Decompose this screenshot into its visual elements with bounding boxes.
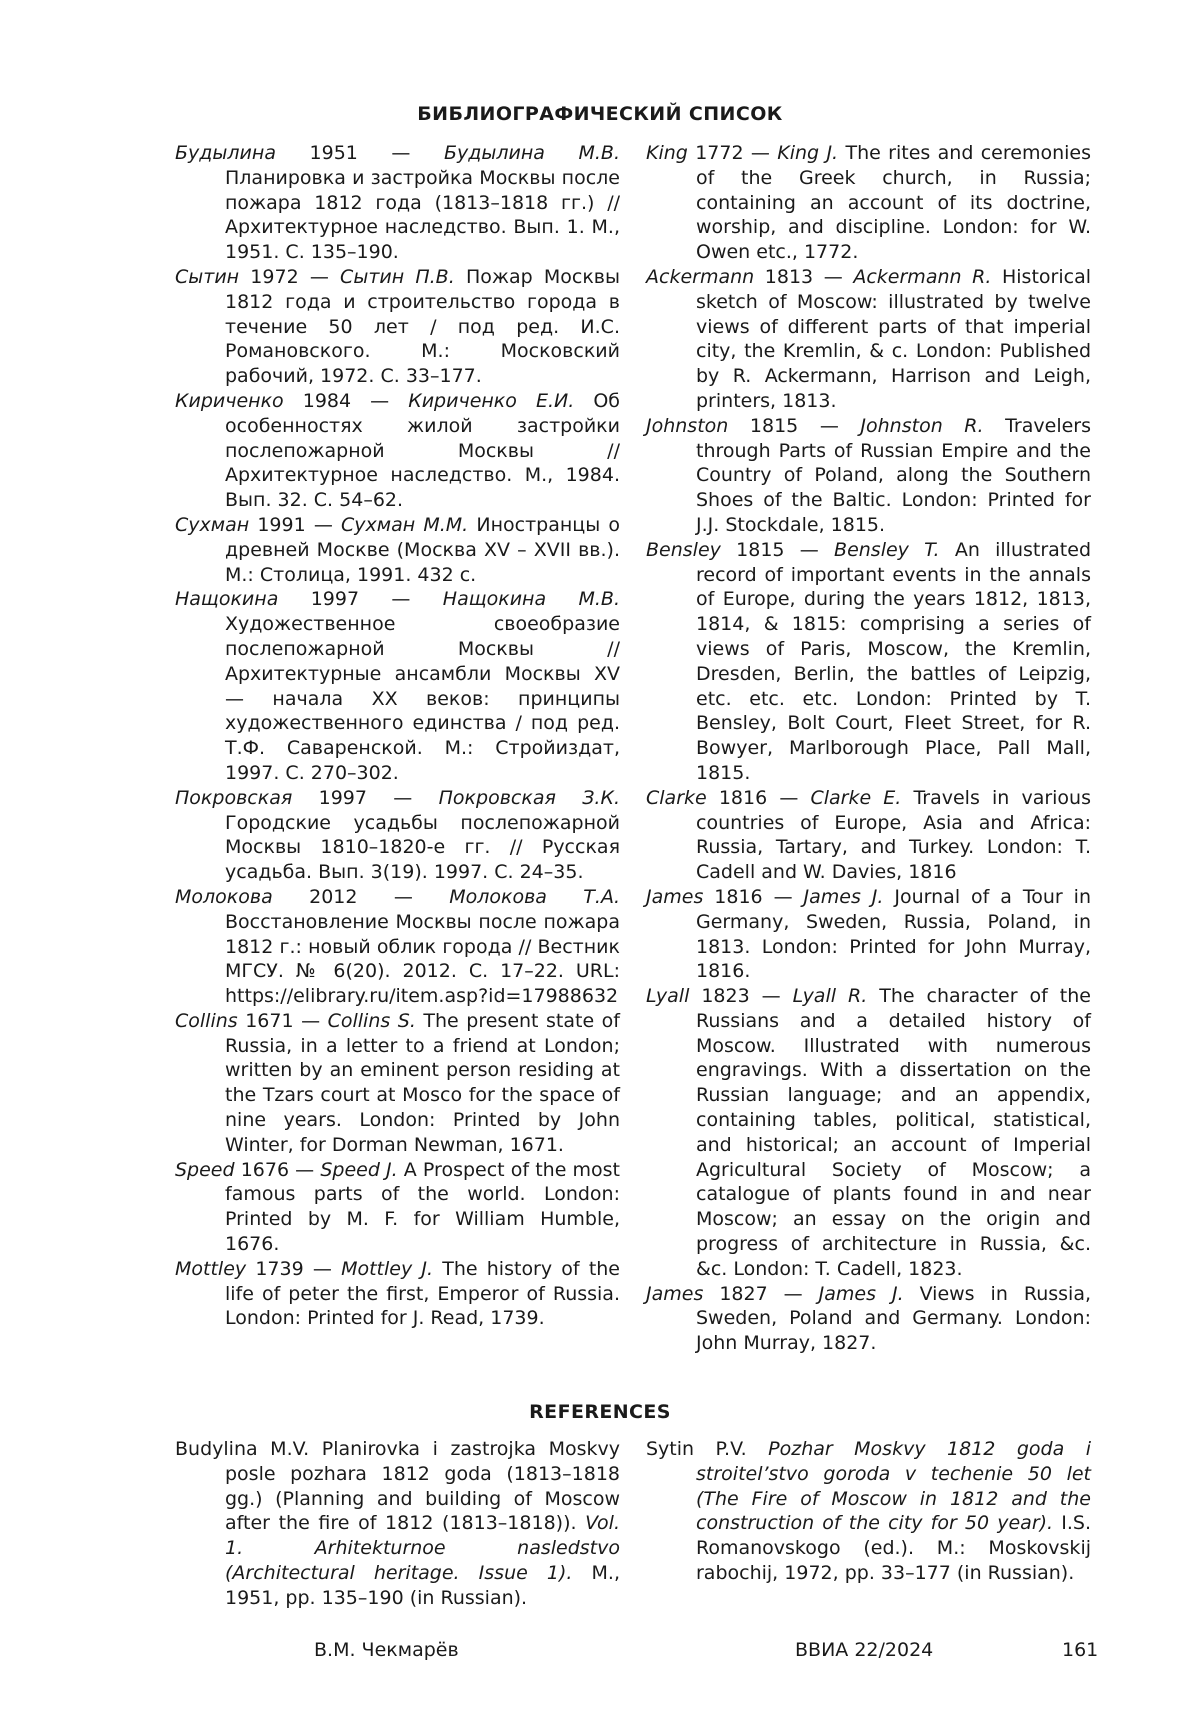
bibliography-entry <box>175 1009 620 1158</box>
bibliography-entry <box>646 786 1091 885</box>
entry-text: The present state of Russia, in a letter to a friend at London; written by an eminent person residing at the Tzars court at Mosco for the space of nine years. London: Printed by John Winter, for Dorman Newman, 1671. <box>225 1009 620 1156</box>
entry-text: An illustrated record of important events in the annals of Europe, during the years 1812, 1813, 1814, & 1815: comprising a series of views of Paris, Moscow, the Kremlin, Dresden, Berlin, the battles of Leipzig, etc. etc. etc. London: Printed by T. Bensley, Bolt Court, Fleet Street, for R. Bowyer, Marlborough Place, Pall Mall, 1815. <box>696 538 1091 784</box>
entry-year: 1813 — <box>754 265 854 288</box>
entry-key: Молокова <box>175 885 273 908</box>
entry-year: 1827 — <box>703 1282 819 1305</box>
entry-key: Bensley <box>646 538 721 561</box>
bibliography-entry <box>175 587 620 785</box>
entry-author: Lyall R. <box>792 985 868 1008</box>
entry-author: Ackermann R. <box>853 265 992 288</box>
bibliography-left-column <box>175 141 620 1331</box>
entry-key: James <box>646 885 704 908</box>
bibliography-entry <box>646 141 1091 265</box>
entry-text: The character of the Russians and a detailed history of Moscow. Illustrated with numerous engravings. With a dissertation on the Russian language; and an appendix, containing tables, political, statistical, and historical; an account of Imperial Agricultural Society of Moscow; a catalogue of plants found in and near Moscow; an essay on the origin and progress of architecture in Russia, &c. &c. London: T. Cadell, 1823. <box>696 985 1091 1280</box>
entry-year: 1997 — <box>278 588 443 611</box>
bibliography-entry <box>175 1257 620 1331</box>
entry-year: 1671 — <box>237 1009 328 1032</box>
entry-year: 1816 — <box>703 885 804 908</box>
entry-key: Lyall <box>646 985 690 1008</box>
entry-key: James <box>646 1282 704 1305</box>
entry-author: James J. <box>803 885 884 908</box>
entry-author: Будылина М.В. <box>443 142 620 164</box>
entry-year: 1815 — <box>728 414 861 437</box>
entry-year: 1816 — <box>706 786 811 809</box>
reference-italic-text: Vol. 1. Arhitekturnoe nasledstvo (Architectural heritage. Issue 1). <box>225 1512 620 1584</box>
entry-key: King <box>646 142 688 164</box>
entry-author: James J. <box>818 1282 904 1305</box>
bibliography-entry <box>175 786 620 885</box>
entry-author: Bensley T. <box>834 538 940 561</box>
entry-text: The rites and ceremonies of the Greek church, in Russia; containing an account of its doctrine, worship, and discipline. London: for W. Owen etc., 1772. <box>696 142 1091 264</box>
bibliography-entry <box>175 141 620 265</box>
entry-text: Travelers through Parts of Russian Empire and the Country of Poland, along the Southern Shoes of the Baltic. London: Printed for J.J. Stockdale, 1815. <box>696 414 1091 536</box>
entry-author: King J. <box>777 142 839 164</box>
bibliography-entry <box>175 513 620 587</box>
bibliography-entry <box>646 885 1091 984</box>
entry-text: Восстановление Москвы после пожара 1812 г.: новый облик города // Вестник МГСУ. № 6(20). 2012. С. 17–22. URL: https://elibrary.ru/item.asp?id=17988632 <box>225 910 620 1008</box>
entry-text: Городские усадьбы послепожарной Москвы 1810–1820-е гг. // Русская усадьба. Вып. 3(19). 1997. С. 24–35. <box>225 811 620 884</box>
entry-text: Journal of a Tour in Germany, Sweden, Russia, Poland, in 1813. London: Printed for John Murray, 1816. <box>696 885 1091 983</box>
reference-entry <box>646 1437 1091 1586</box>
entry-year: 1972 — <box>239 265 341 288</box>
bibliography-entry <box>646 1282 1091 1356</box>
entry-text: Об особенностях жилой застройки послепожарной Москвы // Архитектурное наследство. М., 1984. Вып. 32. С. 54–62. <box>225 389 620 512</box>
reference-text: Sytin P.V. <box>646 1438 769 1460</box>
footer-journal: ВВИА 22/2024 <box>795 1639 934 1661</box>
entry-key: Кириченко <box>175 389 284 412</box>
entry-text: Художественное своеобразие послепожарной Москвы // Архитектурные ансамбли Москвы XV — начала XX веков: принципы художественного единства / под ред. Т.Ф. Саваренской. М.: Стройиздат, 1997. С. 270–302. <box>225 613 620 784</box>
entry-text: A Prospect of the most famous parts of the world. London: Printed by M. F. for William Humble, 1676. <box>225 1158 620 1256</box>
entry-text: Historical sketch of Moscow: illustrated by twelve views of different parts of that imperial city, the Kremlin, & c. London: Published by R. Ackermann, Harrison and Leigh, printers, 1813. <box>696 265 1091 412</box>
bibliography-entry <box>646 414 1091 538</box>
footer-author: В.М. Чекмарёв <box>314 1639 459 1661</box>
entry-year: 1815 — <box>720 538 835 561</box>
entry-year: 1951 — <box>275 142 444 164</box>
bibliography-entry <box>175 389 620 513</box>
entry-text: Планировка и застройка Москвы после пожара 1812 года (1813–1818 гг.) // Архитектурное наследство. Вып. 1. М., 1951. С. 135–190. <box>225 166 620 264</box>
entry-author: Нащокина М.В. <box>442 588 620 611</box>
entry-year: 1984 — <box>283 389 409 412</box>
references-left-column <box>175 1437 620 1611</box>
references-right-column <box>646 1437 1091 1586</box>
bibliography-right-column <box>646 141 1091 1356</box>
bibliography-heading: БИБЛИОГРАФИЧЕСКИЙ СПИСОК <box>417 103 783 125</box>
entry-author: Кириченко Е.И. <box>408 389 575 412</box>
entry-key: Mottley <box>175 1257 247 1280</box>
entry-author: Покровская З.К. <box>438 786 620 809</box>
entry-author: Mottley J. <box>341 1257 434 1280</box>
bibliography-entry <box>175 265 620 389</box>
entry-author: Collins S. <box>327 1009 416 1032</box>
entry-text: Travels in various countries of Europe, Asia and Africa: Russia, Tartary, and Turkey. London: T. Cadell and W. Davies, 1816 <box>696 786 1091 884</box>
entry-year: 1823 — <box>689 985 793 1008</box>
entry-key: Нащокина <box>175 588 279 611</box>
entry-key: Ackermann <box>646 265 755 288</box>
entry-key: Сытин <box>175 265 240 288</box>
reference-text: I.S. Romanovskogo (ed.). M.: Moskovskij rabochij, 1972, pp. 33–177 (in Russian). <box>696 1512 1091 1584</box>
entry-author: Молокова Т.А. <box>449 885 620 908</box>
entry-year: 2012 — <box>272 885 450 908</box>
reference-text: Budylina M.V. Planirovka i zastrojka Moskvy posle pozhara 1812 goda (1813–1818 gg.) (Planning and building of Moscow after the fire of 1812 (1813–1818)). <box>175 1438 620 1535</box>
entry-author: Speed J. <box>320 1158 398 1181</box>
entry-key: Collins <box>175 1009 238 1032</box>
reference-entry <box>175 1437 620 1611</box>
entry-key: Покровская <box>175 786 293 809</box>
entry-text: The history of the life of peter the first, Emperor of Russia. London: Printed for J. Read, 1739. <box>225 1257 620 1330</box>
references-heading: REFERENCES <box>529 1401 671 1423</box>
entry-key: Будылина <box>175 142 276 164</box>
entry-year: 1739 — <box>246 1257 342 1280</box>
entry-author: Clarke E. <box>810 786 902 809</box>
entry-author: Johnston R. <box>860 414 984 437</box>
entry-text: Views in Russia, Sweden, Poland and Germany. London: John Murray, 1827. <box>696 1282 1091 1355</box>
bibliography-entry <box>646 984 1091 1282</box>
entry-text: Иностранцы о древней Москве (Москва XV – XVII вв.). М.: Столица, 1991. 432 с. <box>225 513 620 586</box>
entry-key: Johnston <box>646 414 729 437</box>
entry-key: Сухман <box>175 513 250 536</box>
bibliography-entry <box>175 1158 620 1257</box>
reference-text: M., 1951, pp. 135–190 (in Russian). <box>225 1561 620 1609</box>
footer-page-number: 161 <box>1062 1639 1099 1661</box>
entry-year: 1997 — <box>292 786 439 809</box>
bibliography-entry <box>175 885 620 1009</box>
reference-italic-text: Pozhar Moskvy 1812 goda i stroitel’stvo goroda v techenie 50 let (The Fire of Moscow in 1812 and the construction of the city for 50 year). <box>696 1438 1091 1535</box>
entry-year: 1676 — <box>234 1158 321 1181</box>
entry-key: Clarke <box>646 786 707 809</box>
bibliography-entry <box>646 538 1091 786</box>
bibliography-entry <box>646 265 1091 414</box>
entry-year: 1991 — <box>249 513 342 536</box>
entry-year: 1772 — <box>687 142 778 164</box>
entry-author: Сухман М.М. <box>341 513 469 536</box>
entry-author: Сытин П.В. <box>340 265 455 288</box>
entry-key: Speed <box>175 1158 235 1181</box>
entry-text: Пожар Москвы 1812 года и строительство города в течение 50 лет / под ред. И.С. Романовского. М.: Московский рабочий, 1972. С. 33–177. <box>225 265 621 388</box>
